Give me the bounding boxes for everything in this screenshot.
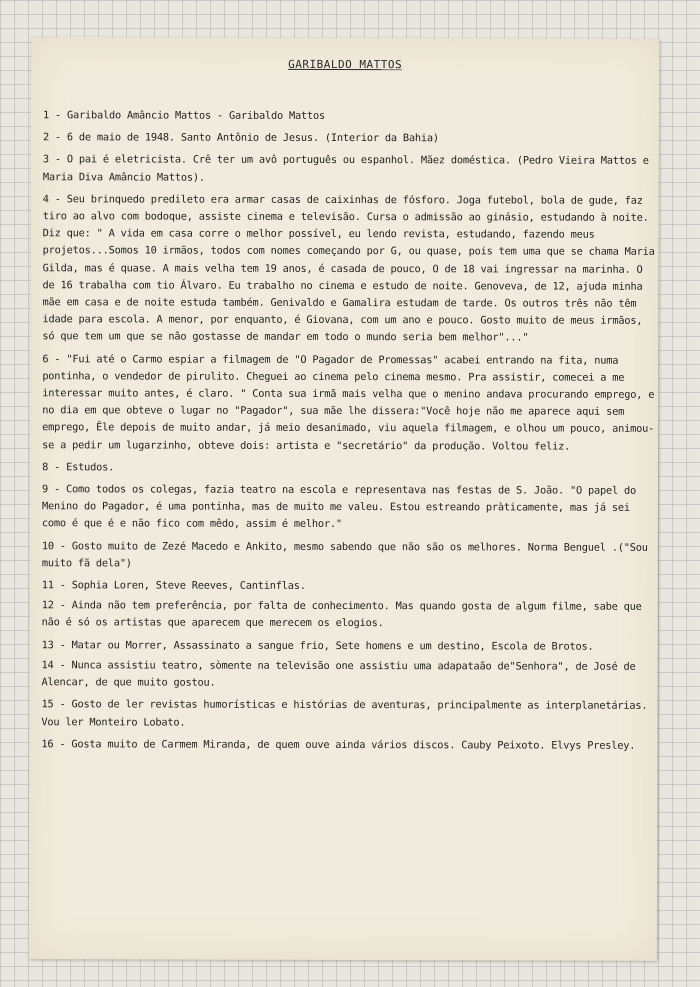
list-item: 14 - Nunca assistiu teatro, sòmente na televisão one assistiu uma adapataão de"Senhora", de José de Alencar, de que muito gostou.	[41, 659, 636, 689]
document-body	[41, 107, 655, 760]
list-item: 10 - Gosto muito de Zezé Macedo e Ankito, mesmo sabendo que não são os melhores. Norma Benguel .("Sou muito fã dela")	[41, 539, 648, 570]
list-item: 16 - Gosta muito de Carmem Miranda, de quem ouve ainda vários discos. Cauby Peixoto. Elvys Presley.	[41, 737, 636, 752]
list-item: 11 - Sophia Loren, Steve Reeves, Cantinflas.	[41, 579, 306, 592]
list-item: 1 - Garibaldo Amâncio Mattos - Garibaldo Mattos	[42, 109, 325, 122]
list-item: 2 - 6 de maio de 1948. Santo Antônio de Jesus. (Interior da Bahia)	[42, 131, 439, 145]
list-item: 9 - Como todos os colegas, fazia teatro na escola e representava nas festas de S. João. "O papel do Menino do Pagador, é uma pontinha, mas de muito me valeu. Estou estreando pràticamente, mas já sei como é que é e não fico com mêdo, assim é melhor."	[41, 483, 636, 531]
list-item: 15 - Gosto de ler revistas humorísticas e histórias de aventuras, principalmente as interplanetárias. Vou ler Monteiro Lobato.	[41, 698, 648, 729]
list-item: 4 - Seu brinquedo predileto era armar casas de caixinhas de fósforo. Joga futebol, bola de gude, faz tiro ao alvo com bodoque, assiste cinema e televisão. Cursa o admissão ao ginásio, estudando à noite. Diz que: " A vida em casa corre o melhor possível, eu lendo revista, estudando, fazendo meus projetos...Somos 10 irmãos, todos com nomes começando por G, ou quase, pois tem uma que se chama Maria Gilda, mas é quase. A mais velha tem 19 anos, é casada de pouco, O de 18 vai ingressar na marinha. O de 16 trabalha com tio Álvaro. Eu trabalho no cinema e estudo de noite. Genoveva, de 12, ajuda minha mãe em casa e de noite estuda também. Genivaldo e Gamalira estudam de tarde. Os outros três não têm idade para escola. A menor, por enquanto, é Giovana, com um ano e pouco. Gosto muito de meus irmãos, só que tem um que se não gostasse de mandar em todo o mundo seria bem melhor"..."	[42, 193, 655, 344]
typewritten-page	[29, 37, 659, 961]
page-title: GARIBALDO MATTOS	[288, 57, 403, 72]
list-item: 6 - "Fui até o Carmo espiar a filmagem de "O Pagador de Promessas" acabei entrando na fita, numa pontinha, o vendedor de pirulito. Cheguei ao cinema pelo cinema mesmo. Pra assistir, comecei a me interessar muito antes, é claro. " Conta sua irmã mais velha que o menino andava procurando emprego, e no dia em que obteve o lugar no "Pagador", sua mãe lhe dissera:"Você hoje não me aparece aqui sem emprego, Êle depois de muito andar, já meio desanimado, viu aquela filmagem, e olhou um pouco, animou-se a pedir um lugarzinho, obteve dois: artista e "secretário" da produção. Voltou feliz.	[42, 352, 655, 453]
list-item: 12 - Ainda não tem preferência, por falta de conhecimento. Mas quando gosta de algum filme, sabe que não é só os artistas que aparecem que merecem os elogios.	[41, 599, 642, 630]
list-item: 13 - Matar ou Morrer, Assassinato a sangue frio, Sete homens e um destino, Escola de Brotos.	[41, 638, 594, 653]
list-item: 8 - Estudos.	[42, 461, 115, 474]
list-item: 3 - O pai é eletricista. Crê ter um avô português ou espanhol. Mãez doméstica. (Pedro Vieira Mattos e Maria Diva Amâncio Mattos).	[42, 153, 649, 184]
